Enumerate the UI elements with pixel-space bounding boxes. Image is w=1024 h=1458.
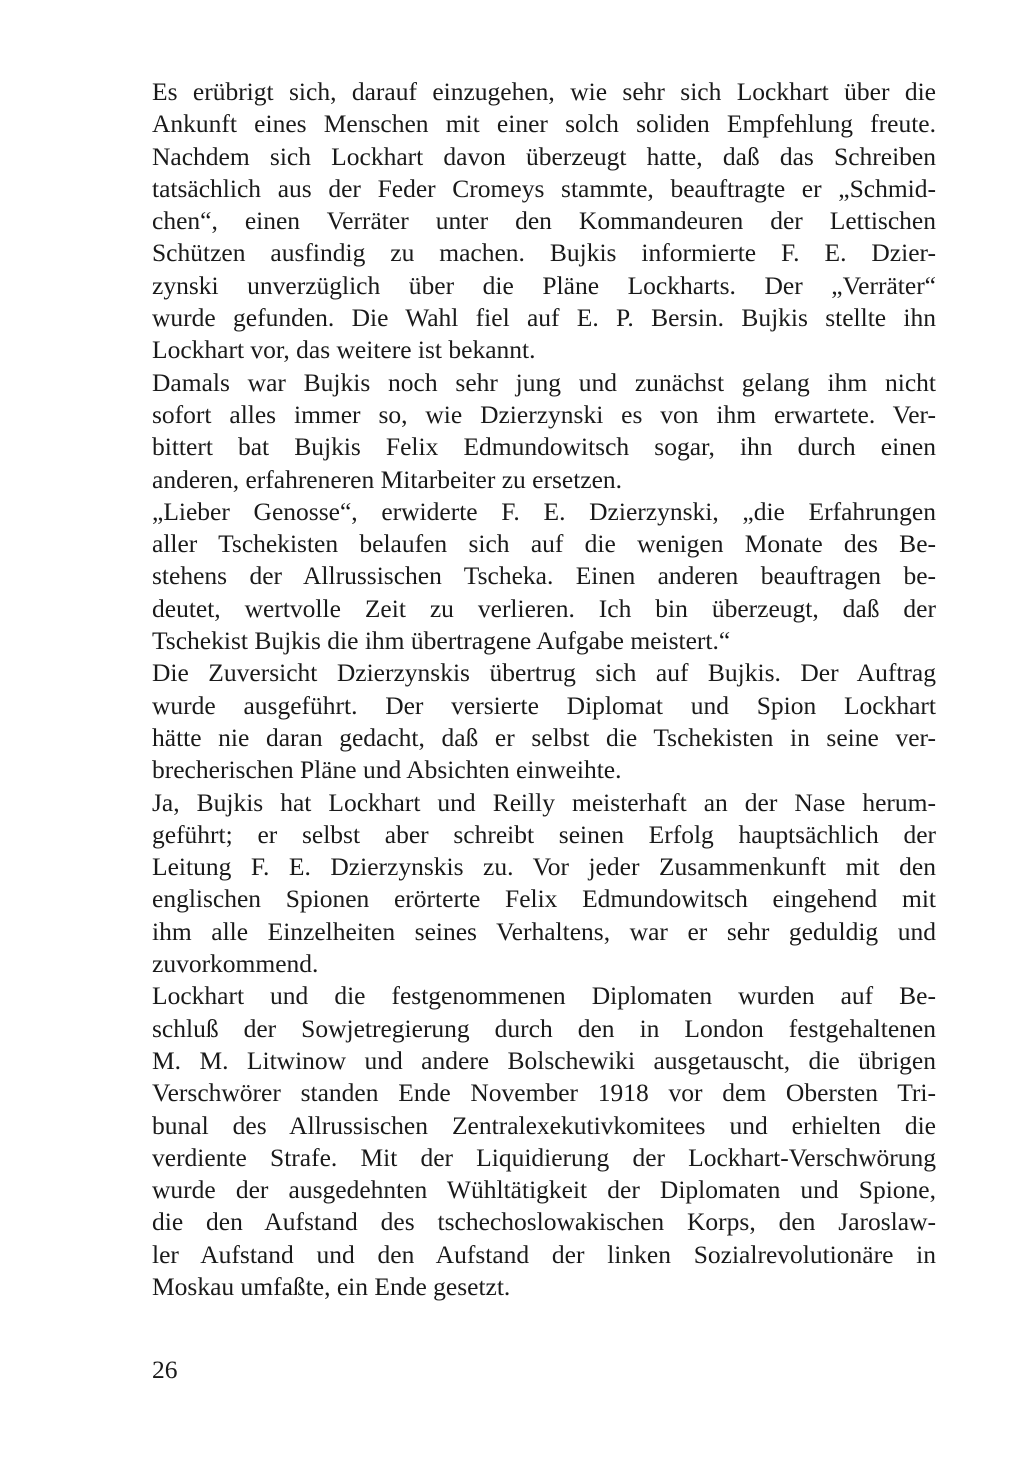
text-line: tatsächlich aus der Feder Cromeys stammte, beauftragte er „Schmid- [152,173,936,203]
text-line: ihm alle Einzelheiten seines Verhaltens, war er sehr geduldig und [152,916,936,946]
text-line: sofort alles immer so, wie Dzierzynski es von ihm erwartete. Ver- [152,399,936,429]
page-number: 26 [152,1355,178,1384]
text-line: stehens der Allrussischen Tscheka. Einen anderen beauftragen be- [152,561,936,591]
text-line: Es erübrigt sich, darauf einzugehen, wie sehr sich Lockhart über die [152,77,936,106]
paragraph [152,367,936,496]
text-line: Ankunft eines Menschen mit einer solch soliden Empfehlung freute. [152,109,936,139]
text-line: Lockhart und die festgenommenen Diplomaten wurden auf Be- [152,981,936,1011]
text-line: englischen Spionen erörterte Felix Edmundowitsch eingehend mit [152,884,936,914]
text-line: Moskau umfaßte, ein Ende gesetzt. [152,1271,511,1301]
paragraph [152,76,936,367]
text-line: Tschekist Bujkis die ihm übertragene Aufgabe meistert.“ [152,626,731,656]
text-line: Nachdem sich Lockhart davon überzeugt hatte, daß das Schreiben [152,141,936,171]
text-line: Ja, Bujkis hat Lockhart und Reilly meisterhaft an der Nase herum- [152,787,936,817]
text-line: ler Aufstand und den Aufstand der linken Sozialrevolutionäre in [152,1239,936,1269]
text-line: zynski unverzüglich über die Pläne Lockharts. Der „Verräter“ [152,270,936,300]
paragraph [152,980,936,1303]
paragraph [152,496,936,657]
text-line: Verschwörer standen Ende November 1918 vor dem Obersten Tri- [152,1078,936,1108]
text-line: die den Aufstand des tschechoslowakischen Korps, den Jaroslaw- [152,1207,936,1237]
body-text [152,76,936,1303]
text-line: hätte nie daran gedacht, daß er selbst die Tschekisten in seine ver- [152,722,936,752]
text-line: aller Tschekisten belaufen sich auf die wenigen Monate des Be- [152,529,936,559]
paragraph [152,787,936,981]
text-line: „Lieber Genosse“, erwiderte F. E. Dzierzynski, „die Erfahrungen [152,496,936,526]
text-line: Damals war Bujkis noch sehr jung und zunächst gelang ihm nicht [152,367,936,397]
text-line: chen“, einen Verräter unter den Kommandeuren der Lettischen [152,206,936,236]
text-line: Die Zuversicht Dzierzynskis übertrug sich auf Bujkis. Der Auftrag [152,658,936,688]
paragraph [152,657,936,786]
text-line: schluß der Sowjetregierung durch den in London festgehaltenen [152,1013,936,1043]
text-line: geführt; er selbst aber schreibt seinen Erfolg hauptsächlich der [152,819,936,849]
text-line: brecherischen Pläne und Absichten einweihte. [152,755,622,785]
text-line: verdiente Strafe. Mit der Liquidierung der Lockhart-Verschwörung [152,1142,936,1172]
text-line: wurde gefunden. Die Wahl fiel auf E. P. Bersin. Bujkis stellte ihn [152,303,936,333]
text-line: bittert bat Bujkis Felix Edmundowitsch sogar, ihn durch einen [152,432,936,462]
text-line: Lockhart vor, das weitere ist bekannt. [152,335,536,365]
text-line: zuvorkommend. [152,949,319,979]
text-line: wurde der ausgedehnten Wühltätigkeit der Diplomaten und Spione, [152,1175,936,1205]
text-line: anderen, erfahreneren Mitarbeiter zu ersetzen. [152,464,623,494]
text-line: Leitung F. E. Dzierzynskis zu. Vor jeder Zusammenkunft mit den [152,852,936,882]
text-line: Schützen ausfindig zu machen. Bujkis informierte F. E. Dzier- [152,238,936,268]
text-line: bunal des Allrussischen Zentralexekutivkomitees und erhielten die [152,1110,936,1140]
text-line: wurde ausgeführt. Der versierte Diplomat und Spion Lockhart [152,690,936,720]
text-line: M. M. Litwinow und andere Bolschewiki ausgetauscht, die übrigen [152,1045,936,1075]
text-line: deutet, wertvolle Zeit zu verlieren. Ich bin überzeugt, daß der [152,593,936,623]
